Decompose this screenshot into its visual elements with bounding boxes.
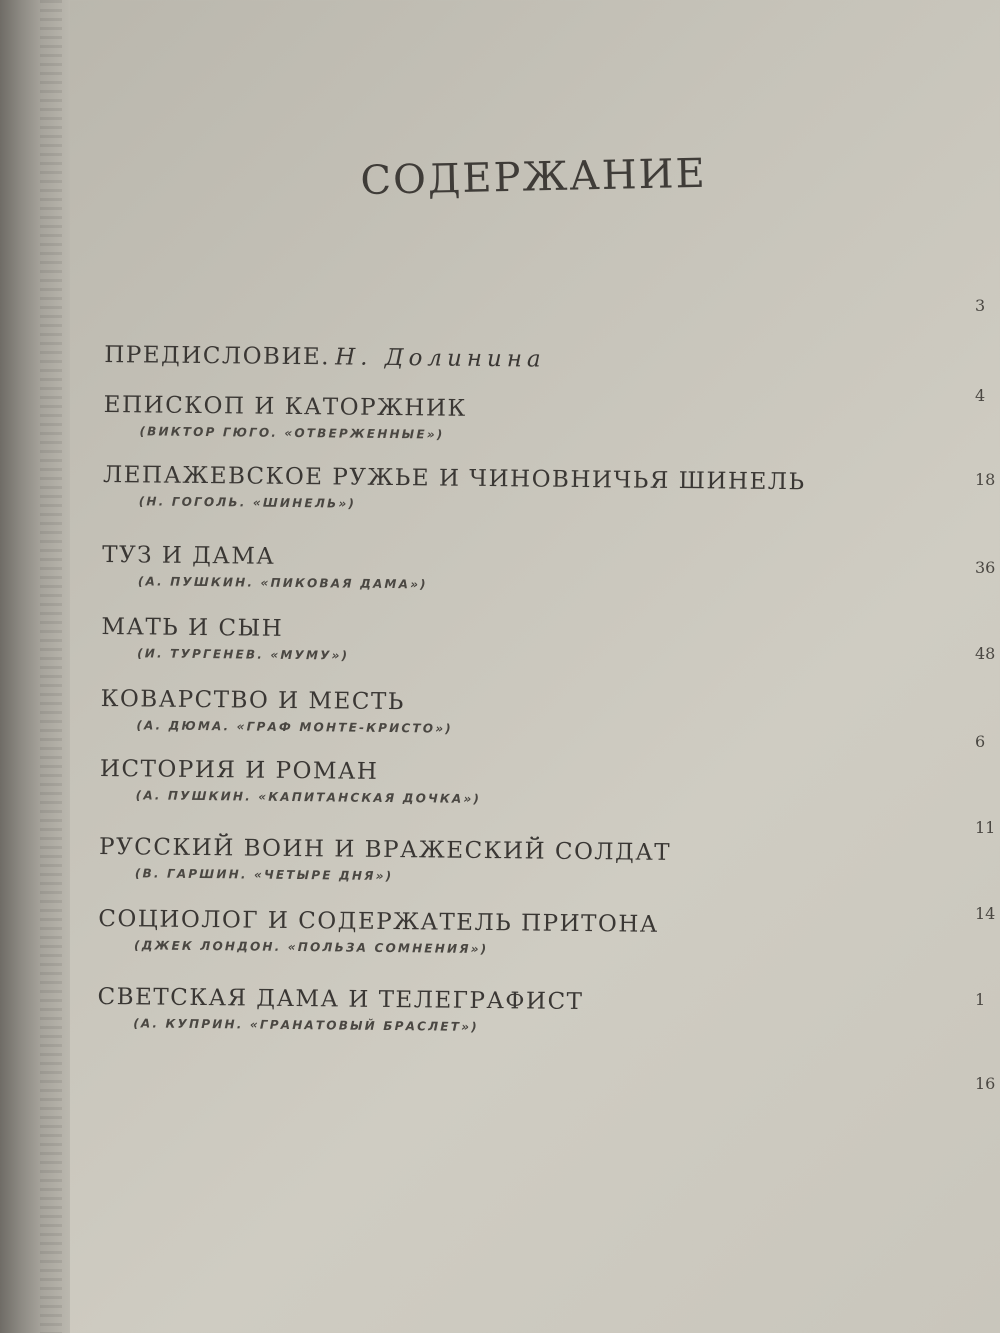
page-number: 36 — [975, 558, 996, 577]
page-number-column — [955, 0, 1000, 1333]
toc-entry-subtitle: (А. ДЮМА. «ГРАФ МОНТЕ-КРИСТО») — [136, 718, 453, 736]
table-of-contents — [94, 0, 1000, 1333]
toc-entry-title: МАТЬ И СЫН — [101, 613, 284, 642]
toc-entry-title: ТУЗ И ДАМА — [102, 541, 276, 570]
page-number: 18 — [975, 470, 996, 489]
toc-entry-title: РУССКИЙ ВОИН И ВРАЖЕСКИЙ СОЛДАТ — [98, 833, 672, 866]
adjacent-page-edge — [40, 0, 62, 1333]
toc-entry-title: СОЦИОЛОГ И СОДЕРЖАТЕЛЬ ПРИТОНА — [98, 905, 659, 938]
toc-entry-preface — [104, 342, 546, 373]
page-number: 48 — [975, 644, 996, 663]
toc-entry-subtitle: (И. ТУРГЕНЕВ. «МУМУ») — [137, 646, 350, 663]
toc-entry — [103, 462, 806, 515]
toc-entry-title: ЛЕПАЖЕВСКОЕ РУЖЬЕ И ЧИНОВНИЧЬЯ ШИНЕЛЬ — [102, 461, 806, 496]
toc-entry-subtitle: (А. КУПРИН. «ГРАНАТОВЫЙ БРАСЛЕТ») — [133, 1016, 479, 1034]
page-number: 14 — [975, 904, 996, 923]
page-number: 11 — [975, 818, 996, 837]
toc-entry-title: КОВАРСТВО И МЕСТЬ — [100, 685, 405, 716]
toc-entry-author: Н. Долинина — [335, 344, 546, 373]
toc-entry — [102, 542, 428, 591]
page-number: 6 — [975, 732, 986, 751]
page-title: СОДЕРЖАНИЕ — [360, 150, 708, 204]
toc-entry — [101, 614, 350, 663]
toc-entry-title: ИСТОРИЯ И РОМАН — [99, 755, 379, 785]
toc-entry-title: ЕПИСКОП И КАТОРЖНИК — [103, 391, 467, 422]
toc-entry — [99, 834, 671, 886]
toc-entry — [103, 392, 467, 442]
toc-entry — [98, 906, 659, 958]
toc-entry — [100, 686, 453, 736]
page-number: 3 — [975, 296, 986, 315]
toc-entry-subtitle: (В. ГАРШИН. «ЧЕТЫРЕ ДНЯ») — [134, 866, 394, 884]
page-number: 16 — [975, 1074, 996, 1093]
toc-entry-subtitle: (А. ПУШКИН. «ПИКОВАЯ ДАМА») — [137, 574, 428, 592]
page-number: 4 — [975, 386, 986, 405]
toc-entry — [97, 984, 583, 1035]
toc-entry-title: ПРЕДИСЛОВИЕ. — [104, 341, 331, 371]
toc-entry-subtitle: (Н. ГОГОЛЬ. «ШИНЕЛЬ») — [138, 494, 357, 511]
page-number: 1 — [975, 990, 986, 1009]
toc-entry — [100, 756, 482, 806]
toc-entry-subtitle: (А. ПУШКИН. «КАПИТАНСКАЯ ДОЧКА») — [135, 788, 482, 806]
toc-entry-subtitle: (ДЖЕК ЛОНДОН. «ПОЛЬЗА СОМНЕНИЯ») — [134, 938, 489, 957]
toc-entry-subtitle: (ВИКТОР ГЮГО. «ОТВЕРЖЕННЫЕ») — [139, 424, 445, 442]
toc-entry-title: СВЕТСКАЯ ДАМА И ТЕЛЕГРАФИСТ — [97, 983, 584, 1016]
